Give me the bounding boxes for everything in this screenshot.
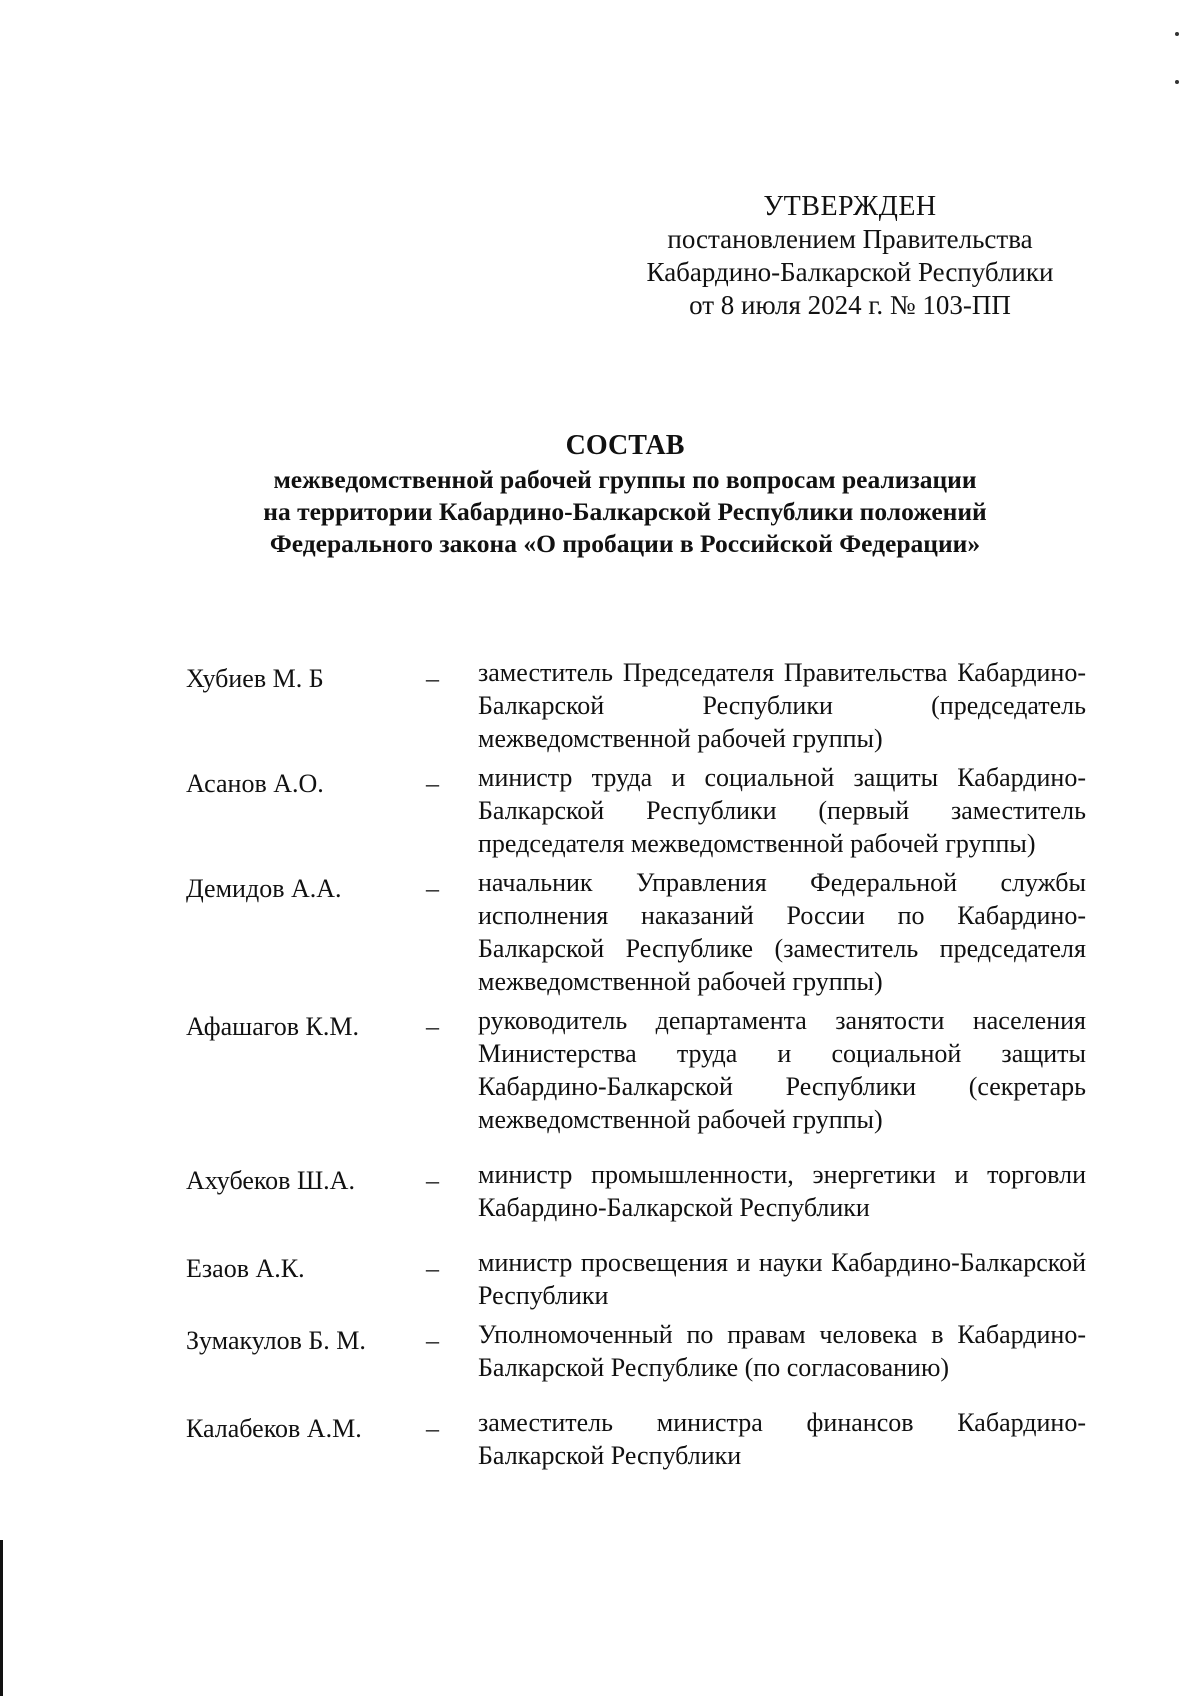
- member-position: заместитель Председателя Правительства Кабардино-Балкарской Республики (председатель межведомственной рабочей группы): [478, 658, 1086, 753]
- scan-edge-shadow: [0, 1540, 3, 1696]
- member-name: Хубиев М. Б: [186, 664, 324, 693]
- scan-dot: [1175, 32, 1179, 36]
- member-dash: –: [426, 1012, 439, 1041]
- member-name: Езаов А.К.: [186, 1254, 305, 1283]
- member-row: [186, 1318, 1086, 1384]
- member-dash: –: [426, 1254, 439, 1283]
- approval-stamp: [620, 190, 1080, 322]
- member-name: Зумакулов Б. М.: [186, 1326, 366, 1355]
- member-dash: –: [426, 1414, 439, 1443]
- scan-dot: [1175, 80, 1179, 84]
- member-row: [186, 1406, 1086, 1472]
- member-position: министр труда и социальной защиты Кабардино-Балкарской Республики (первый заместитель председателя межведомственной рабочей группы): [478, 763, 1086, 858]
- member-row: [186, 761, 1086, 860]
- member-row: [186, 1004, 1086, 1136]
- member-row: [186, 1158, 1086, 1224]
- document-heading: [160, 428, 1090, 560]
- member-dash: –: [426, 769, 439, 798]
- member-position: министр промышленности, энергетики и торговли Кабардино-Балкарской Республики: [478, 1160, 1086, 1222]
- document-title: СОСТАВ: [565, 430, 685, 461]
- member-list: [186, 656, 1086, 1472]
- member-row: [186, 1246, 1086, 1312]
- member-row: [186, 866, 1086, 998]
- member-position: министр просвещения и науки Кабардино-Балкарской Республики: [478, 1248, 1086, 1310]
- member-position: заместитель министра финансов Кабардино-Балкарской Республики: [478, 1408, 1086, 1470]
- approval-date-line: от 8 июля 2024 г. № 103-ПП: [689, 290, 1011, 320]
- approval-title: УТВЕРЖДЕН: [763, 191, 937, 222]
- member-dash: –: [426, 1166, 439, 1195]
- approval-line: постановлением Правительства: [667, 224, 1033, 254]
- member-dash: –: [426, 874, 439, 903]
- member-name: Демидов А.А.: [186, 874, 342, 903]
- member-name: Ахубеков Ш.А.: [186, 1166, 355, 1195]
- member-position: Уполномоченный по правам человека в Кабардино-Балкарской Республике (по согласованию): [478, 1320, 1086, 1382]
- member-name: Асанов А.О.: [186, 769, 324, 798]
- member-dash: –: [426, 664, 439, 693]
- member-dash: –: [426, 1326, 439, 1355]
- document-subtitle-line: Федерального закона «О пробации в Российской Федерации»: [269, 529, 981, 558]
- document-subtitle-line: на территории Кабардино-Балкарской Республики положений: [263, 497, 987, 526]
- member-name: Калабеков А.М.: [186, 1414, 362, 1443]
- member-name: Афашагов К.М.: [186, 1012, 359, 1041]
- member-position: начальник Управления Федеральной службы исполнения наказаний России по Кабардино-Балкарской Республике (заместитель председателя межведомственной рабочей группы): [478, 868, 1086, 996]
- document-subtitle-line: межведомственной рабочей группы по вопросам реализации: [273, 465, 977, 494]
- member-row: [186, 656, 1086, 755]
- member-position: руководитель департамента занятости населения Министерства труда и социальной защиты Кабардино-Балкарской Республики (секретарь межведомственной рабочей группы): [478, 1006, 1086, 1134]
- approval-line: Кабардино-Балкарской Республики: [646, 257, 1054, 287]
